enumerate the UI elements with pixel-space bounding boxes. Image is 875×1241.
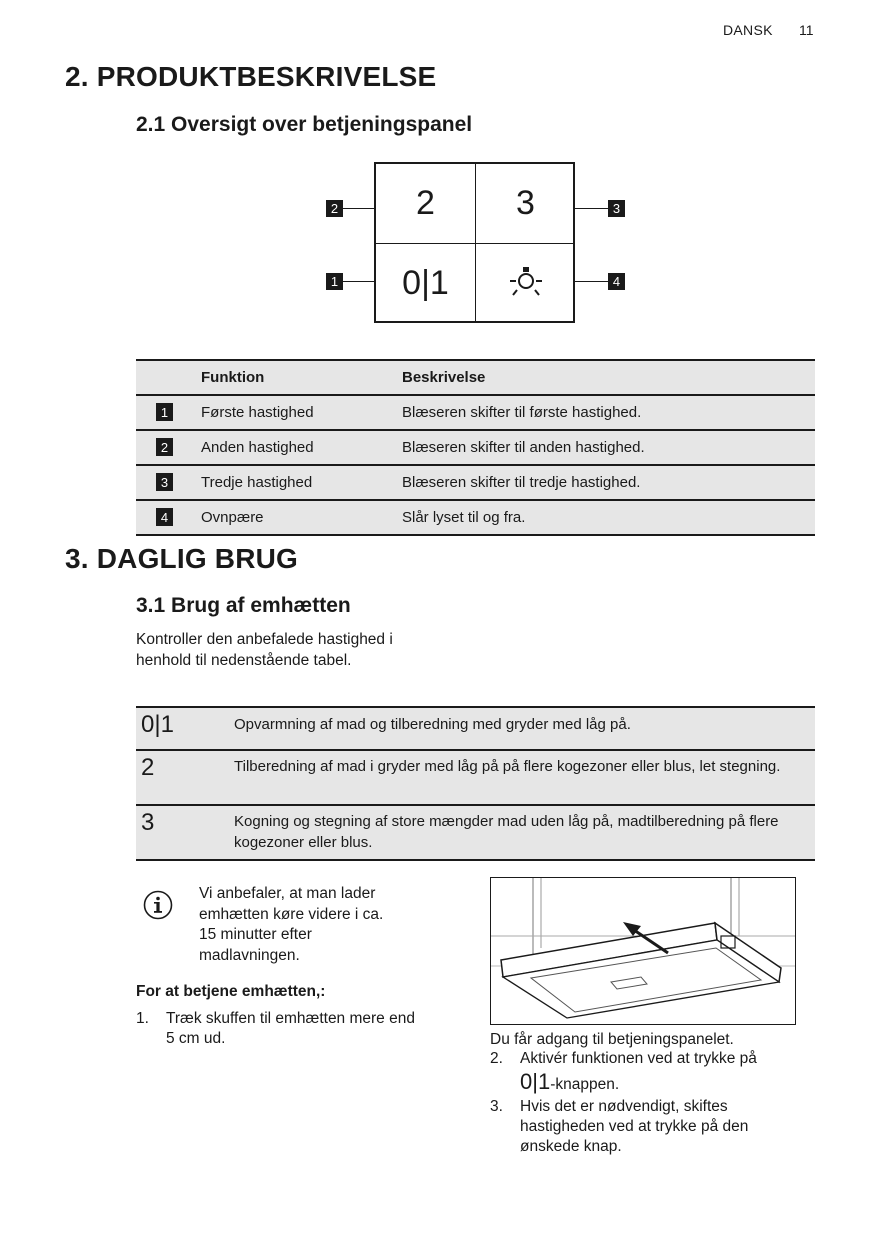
speed-description: Tilberedning af mad i gryder med låg på på flere kogezoner eller blus, let stegning. [234, 758, 781, 775]
on-off-symbol: 0|1 [520, 1069, 551, 1094]
info-note-text: Vi anbefaler, at man lader emhætten køre videre i ca. 15 minutter efter madlavningen. [199, 885, 384, 964]
row-number-badge: 4 [156, 508, 173, 526]
section-3-title: 3. DAGLIG BRUG [65, 543, 299, 574]
table-row [136, 501, 815, 536]
row-number-badge: 3 [156, 473, 173, 491]
header-function: Funktion [201, 369, 265, 386]
light-bulb-icon [506, 265, 546, 303]
row-description: Blæseren skifter til anden hastighed. [402, 439, 645, 456]
panel-button-2: 2 [416, 184, 435, 222]
row-description: Slår lyset til og fra. [402, 509, 526, 526]
speed-row [136, 806, 815, 861]
speed-row [136, 708, 815, 751]
row-function: Tredje hastighed [201, 474, 313, 491]
section-2-title: 2. PRODUKTBESKRIVELSE [65, 61, 437, 92]
speed-symbol: 2 [141, 754, 155, 781]
panel-button-light [476, 244, 575, 323]
table-header-row [136, 361, 815, 396]
panel-button-3: 3 [516, 184, 535, 222]
speed-table [136, 706, 815, 861]
control-panel-diagram [374, 162, 575, 323]
row-function: Første hastighed [201, 404, 314, 421]
info-icon [143, 890, 173, 920]
callout-4: 4 [608, 273, 625, 290]
figure-caption: Du får adgang til betjeningspanelet. [490, 1031, 734, 1048]
row-function: Ovnpære [201, 509, 264, 526]
function-table [136, 359, 815, 536]
speed-symbol: 0|1 [141, 711, 174, 738]
subsection-3-1-title: 3.1 Brug af emhætten [136, 594, 351, 617]
hood-illustration [490, 877, 796, 1025]
page-number: 11 [799, 22, 814, 38]
row-number-badge: 1 [156, 403, 173, 421]
callout-3: 3 [608, 200, 625, 217]
row-description: Blæseren skifter til tredje hastighed. [402, 474, 641, 491]
intro-text: Kontroller den anbefalede hastighed i henhold til nedenstående tabel. [136, 631, 393, 669]
header-language: DANSK [723, 22, 773, 38]
table-row [136, 396, 815, 431]
speed-description: Kogning og stegning af store mængder mad uden låg på, madtilberedning på flere kogezoner eller blus. [234, 813, 779, 851]
panel-button-on-off: 0|1 [402, 264, 449, 302]
speed-description: Opvarmning af mad og tilberedning med gryder med låg på. [234, 716, 631, 733]
row-function: Anden hastighed [201, 439, 314, 456]
speed-symbol: 3 [141, 809, 155, 836]
subsection-2-1-title: 2.1 Oversigt over betjeningspanel [136, 113, 473, 136]
callout-2: 2 [326, 200, 343, 217]
callout-1: 1 [326, 273, 343, 290]
table-row [136, 431, 815, 466]
speed-row [136, 751, 815, 806]
operate-heading: For at betjene emhætten,: [136, 983, 326, 1000]
row-description: Blæseren skifter til første hastighed. [402, 404, 642, 421]
row-number-badge: 2 [156, 438, 173, 456]
header-description: Beskrivelse [402, 369, 486, 386]
table-row [136, 466, 815, 501]
range-hood-drawing [491, 878, 796, 1025]
